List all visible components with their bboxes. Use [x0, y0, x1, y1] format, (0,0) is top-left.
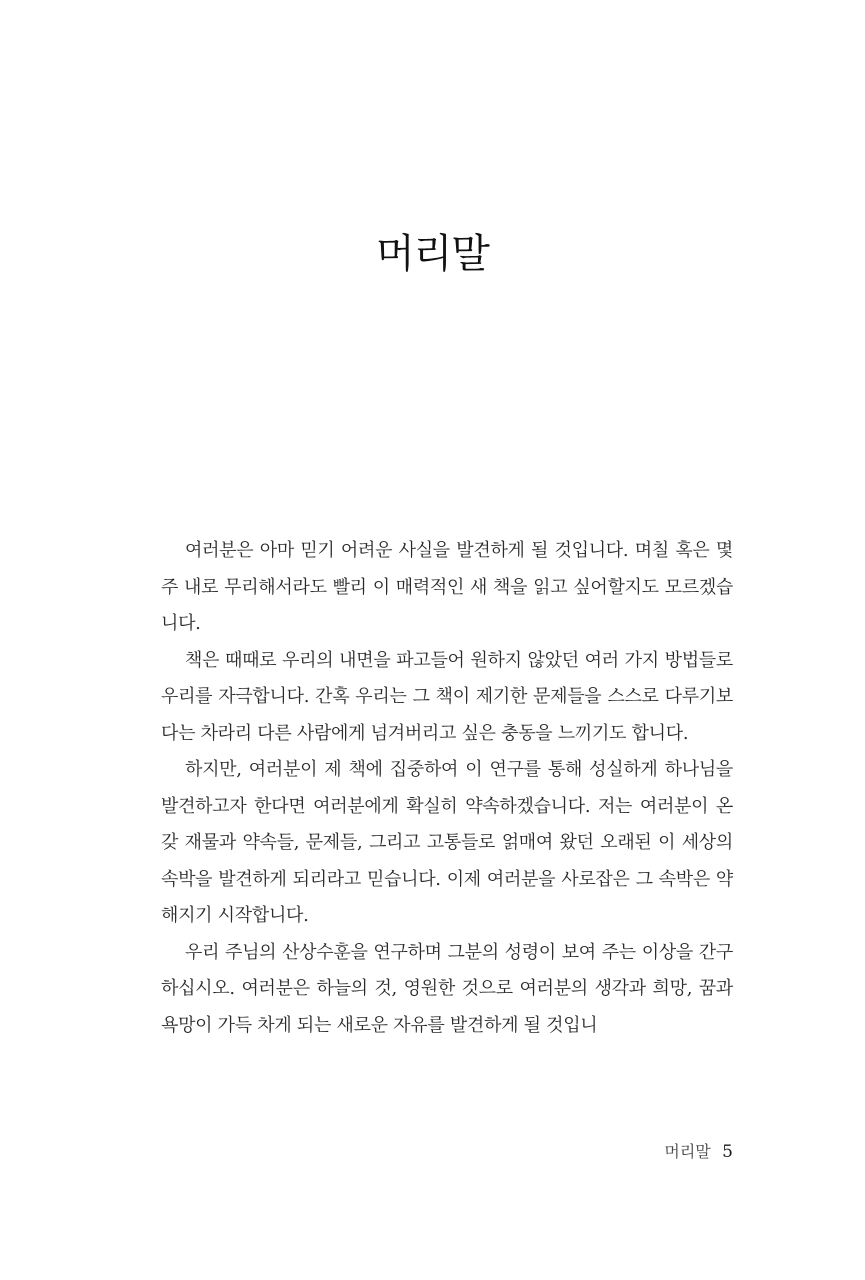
paragraph: 하지만, 여러분이 제 책에 집중하여 이 연구를 통해 성실하게 하나님을 발견하고자 한다면 여러분에게 확실히 약속하겠습니다. 저는 여러분이 온갖 재물과 약속들, 문제들, 그리고 고통들로 얽매여 왔던 오래된 이 세상의 속박을 발견하게 되리라고 믿습니다. 이제 여러분을 사로잡은 그 속박은 약해지기 시작합니다.	[161, 759, 733, 926]
page-number: 5	[722, 1142, 733, 1162]
paragraph: 여러분은 아마 믿기 어려운 사실을 발견하게 될 것입니다. 며칠 혹은 몇주 내로 무리해서라도 빨리 이 매력적인 새 책을 읽고 싶어할지도 모르겠습니다.	[161, 540, 733, 634]
paragraph: 우리 주님의 산상수훈을 연구하며 그분의 성령이 보여 주는 이상을 간구하십시오. 여러분은 하늘의 것, 영원한 것으로 여러분의 생각과 희망, 꿈과 욕망이 가득 차게 되는 새로운 자유를 발견하게 될 것입니	[161, 941, 733, 1036]
paragraph: 책은 때때로 우리의 내면을 파고들어 원하지 않았던 여러 가지 방법들로 우리를 자극합니다. 간혹 우리는 그 책이 제기한 문제들을 스스로 다루기보다는 차라리 다른 사람에게 넘겨버리고 싶은 충동을 느끼기도 합니다.	[161, 649, 733, 744]
running-footer	[664, 1139, 733, 1162]
chapter-title: 머리말	[376, 231, 489, 277]
footer-section-title: 머리말	[664, 1142, 711, 1161]
body-text	[161, 533, 733, 1044]
